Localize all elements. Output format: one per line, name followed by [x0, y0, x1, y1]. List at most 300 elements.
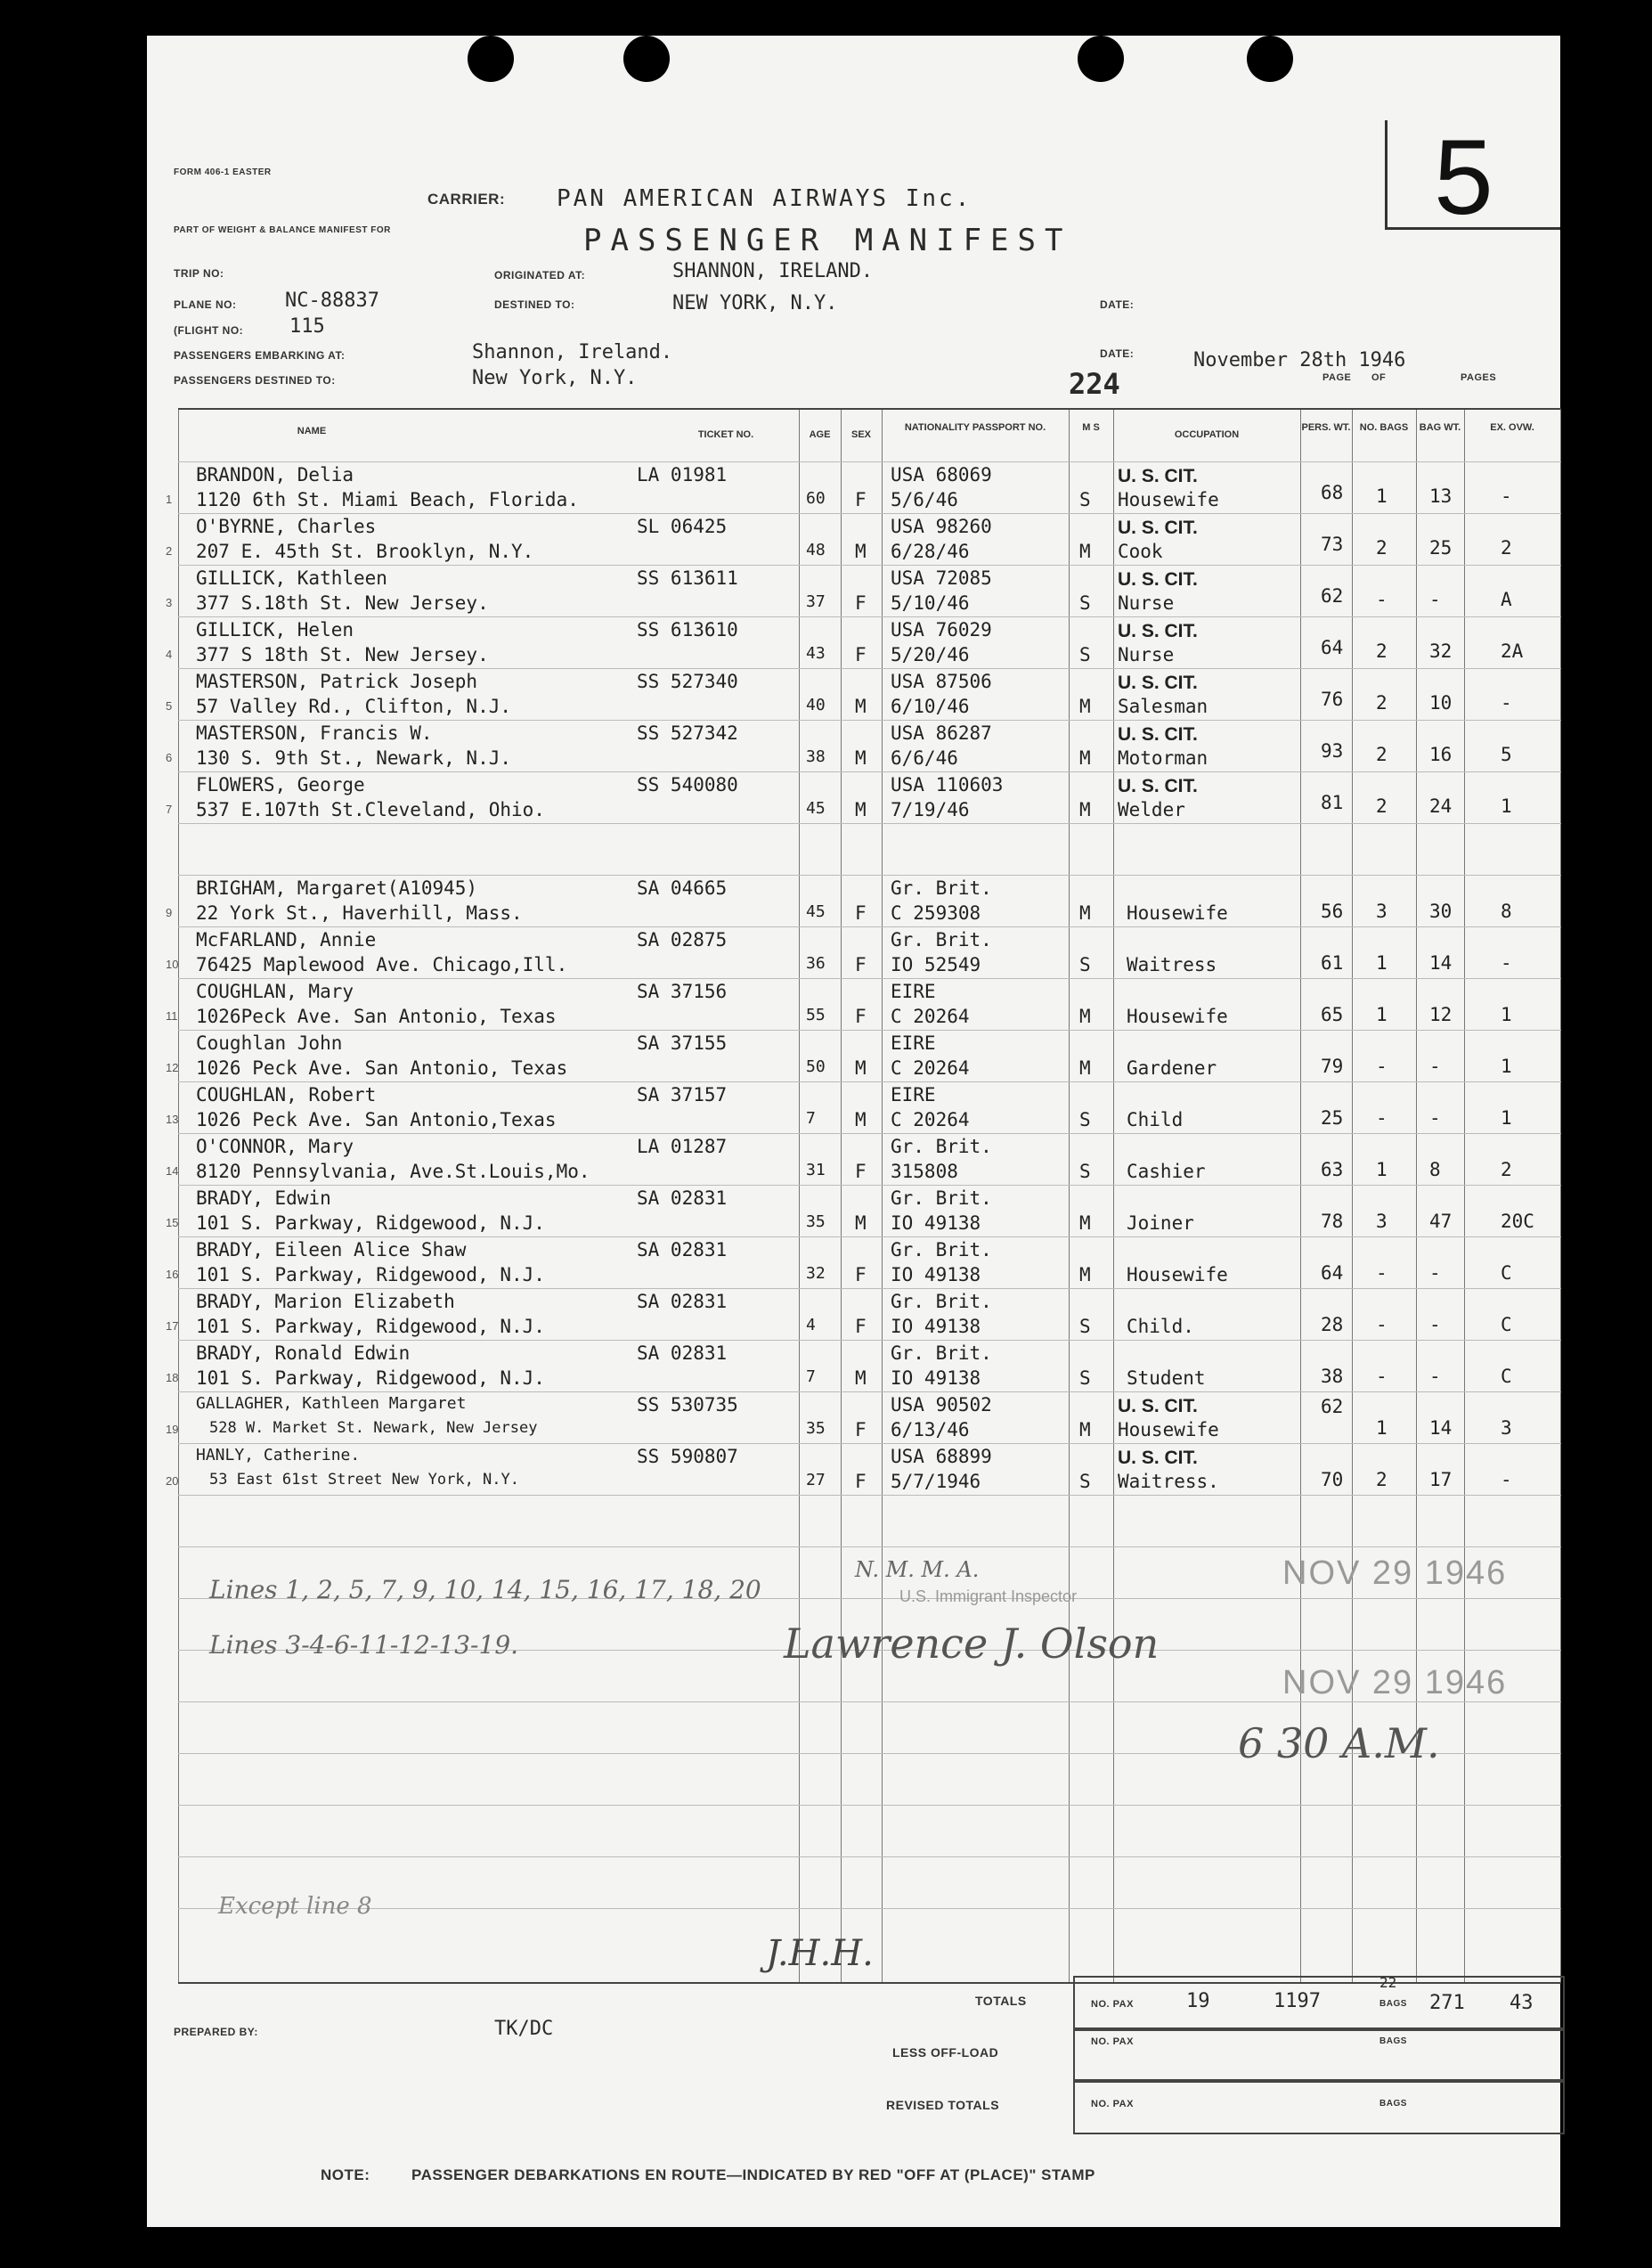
margin-note-lines-deferred: Lines 3-4-6-11-12-13-19.: [209, 1630, 519, 1660]
nationality: USA 76029: [891, 619, 992, 640]
passenger-name: HANLY, Catherine.: [196, 1446, 361, 1464]
age: 60: [806, 489, 826, 508]
ticket-number: SA 02831: [637, 1342, 728, 1364]
over: C: [1501, 1314, 1512, 1335]
us-cit: U. S. CIT.: [1118, 673, 1198, 693]
ticket-number: SA 37155: [637, 1032, 728, 1054]
sex: F: [855, 1161, 867, 1182]
bag-wt: -: [1429, 1314, 1441, 1335]
arrival-time-note: 6 30 A.M.: [1238, 1719, 1440, 1767]
passport: 6/6/46: [891, 747, 958, 769]
ticket-number: SA 37157: [637, 1084, 728, 1105]
bag-wt-total: 271: [1429, 1992, 1465, 2014]
age: 55: [806, 1006, 826, 1024]
passport: C 20264: [891, 1057, 970, 1079]
passenger-name: GALLAGHER, Kathleen Margaret: [196, 1394, 467, 1413]
bag-wt: 14: [1429, 952, 1453, 974]
occupation: Student: [1127, 1367, 1206, 1389]
age: 27: [806, 1471, 826, 1489]
passport: 5/10/46: [891, 592, 970, 614]
embarking-value: Shannon, Ireland.: [472, 341, 673, 363]
marital: M: [1079, 1419, 1091, 1440]
nationality: Gr. Brit.: [891, 1136, 992, 1157]
passport: 5/7/1946: [891, 1471, 981, 1492]
row: [166, 1185, 1561, 1237]
nationality: USA 72085: [891, 567, 992, 589]
row: [166, 616, 1561, 669]
passenger-name: MASTERSON, Patrick Joseph: [196, 671, 478, 692]
passenger-name: BRADY, Eileen Alice Shaw: [196, 1239, 467, 1260]
marital: M: [1079, 1212, 1091, 1234]
passenger-name: BRANDON, Delia: [196, 464, 354, 485]
row-number: 2: [166, 544, 173, 558]
over: 2A: [1501, 640, 1524, 662]
age: 48: [806, 541, 826, 559]
weight: 62: [1321, 1396, 1344, 1417]
passport: 7/19/46: [891, 799, 970, 820]
marital: M: [1079, 1264, 1091, 1285]
part-of-label: PART OF WEIGHT & BALANCE MANIFEST FOR: [174, 225, 391, 235]
nationality: USA 68899: [891, 1446, 992, 1467]
weight: 76: [1321, 689, 1344, 710]
bag-wt: 14: [1429, 1417, 1453, 1439]
sex: M: [855, 1057, 867, 1079]
weight: 64: [1321, 1262, 1344, 1284]
ticket-number: SA 37156: [637, 981, 728, 1002]
occupation: Motorman: [1118, 747, 1208, 769]
bags: 1: [1376, 952, 1388, 974]
ticket-number: SA 04665: [637, 877, 728, 899]
totals-label: TOTALS: [975, 1994, 1027, 2008]
age: 7: [806, 1367, 816, 1386]
row: [166, 1030, 1561, 1082]
margin-note-lines-admitted: Lines 1, 2, 5, 7, 9, 10, 14, 15, 16, 17, 18, 20: [209, 1575, 761, 1604]
us-cit: U. S. CIT.: [1118, 1448, 1198, 1468]
stamp-number: 224: [1069, 367, 1120, 401]
weight: 73: [1321, 534, 1344, 555]
revised-totals-label: REVISED TOTALS: [886, 2098, 1000, 2112]
bag-wt: 8: [1429, 1159, 1441, 1180]
passenger-name: FLOWERS, George: [196, 774, 365, 795]
bag-wt: 12: [1429, 1004, 1453, 1025]
occupation: Welder: [1118, 799, 1185, 820]
occupation: Nurse: [1118, 592, 1175, 614]
passenger-name: O'CONNOR, Mary: [196, 1136, 354, 1157]
age: 37: [806, 592, 826, 611]
over-total: 43: [1510, 1992, 1534, 2014]
passenger-address: 1120 6th St. Miami Beach, Florida.: [196, 489, 579, 510]
carrier-label: CARRIER:: [427, 191, 506, 208]
date-label: DATE:: [1100, 347, 1135, 360]
row: [166, 1443, 1561, 1496]
sex: F: [855, 1419, 867, 1440]
row: [166, 720, 1561, 772]
occupation: Salesman: [1118, 696, 1208, 717]
over: -: [1501, 485, 1512, 507]
row: [166, 1391, 1561, 1444]
weight: 28: [1321, 1314, 1344, 1335]
age: 36: [806, 954, 826, 973]
us-cit: U. S. CIT.: [1118, 1396, 1198, 1416]
age: 7: [806, 1109, 816, 1128]
row-number: 18: [166, 1371, 179, 1384]
passenger-address: 101 S. Parkway, Ridgewood, N.J.: [196, 1264, 545, 1285]
no-pax-label: NO. PAX: [1091, 2036, 1134, 2047]
passport: IO 52549: [891, 954, 981, 975]
over: C: [1501, 1262, 1512, 1284]
weight: 25: [1321, 1107, 1344, 1129]
passport: IO 49138: [891, 1367, 981, 1389]
occupation: Joiner: [1127, 1212, 1194, 1234]
bag-wt: 17: [1429, 1469, 1453, 1490]
col-over: EX. OVW.: [1490, 422, 1534, 433]
less-offload-box: [1073, 2027, 1565, 2083]
nationality: EIRE: [891, 981, 936, 1002]
over: 2: [1501, 1159, 1512, 1180]
over: 20C: [1501, 1211, 1534, 1232]
over: 8: [1501, 901, 1512, 922]
passenger-address: 528 W. Market St. Newark, New Jersey: [209, 1419, 538, 1437]
sex: M: [855, 696, 867, 717]
nationality: Gr. Brit.: [891, 877, 992, 899]
sex: F: [855, 1316, 867, 1337]
us-cit: U. S. CIT.: [1118, 724, 1198, 745]
passport: C 259308: [891, 902, 981, 924]
sex: M: [855, 1212, 867, 1234]
passenger-address: 377 S 18th St. New Jersey.: [196, 644, 489, 665]
ticket-number: SA 02831: [637, 1291, 728, 1312]
weight: 62: [1321, 585, 1344, 607]
date-label-top: DATE:: [1100, 298, 1135, 311]
row: [166, 565, 1561, 617]
row-number: 13: [166, 1113, 179, 1126]
punch-hole: [468, 36, 514, 82]
carrier-name: PAN AMERICAN AIRWAYS Inc.: [557, 185, 972, 212]
ticket-number: SS 530735: [637, 1394, 738, 1415]
age: 38: [806, 747, 826, 766]
age: 45: [806, 902, 826, 921]
destined-value: NEW YORK, N.Y.: [672, 292, 838, 314]
bag-wt: -: [1429, 589, 1441, 610]
note-text: PASSENGER DEBARKATIONS EN ROUTE—INDICATED BY RED "OFF AT (PLACE)" STAMP: [411, 2166, 1095, 2183]
occupation: Child: [1127, 1109, 1184, 1130]
passport: IO 49138: [891, 1264, 981, 1285]
trip-label: TRIP NO:: [174, 267, 224, 280]
passenger-name: Coughlan John: [196, 1032, 343, 1054]
bags: 2: [1376, 537, 1388, 559]
sex: F: [855, 489, 867, 510]
row: [166, 1133, 1561, 1186]
marital: S: [1079, 1109, 1091, 1130]
bag-wt: 32: [1429, 640, 1453, 662]
form-code: FORM 406-1 EASTER: [174, 167, 272, 177]
col-occupation: OCCUPATION: [1174, 429, 1240, 440]
passenger-address: 1026 Peck Ave. San Antonio,Texas: [196, 1109, 557, 1130]
passport: C 20264: [891, 1006, 970, 1027]
row: [166, 926, 1561, 979]
marital: S: [1079, 1161, 1091, 1182]
bag-wt: 16: [1429, 744, 1453, 765]
weight: 78: [1321, 1211, 1344, 1232]
no-pax-label: NO. PAX: [1091, 2099, 1134, 2109]
passenger-name: COUGHLAN, Mary: [196, 981, 354, 1002]
date-stamp: NOV 29 1946: [1282, 1554, 1508, 1592]
over: 5: [1501, 744, 1512, 765]
inspector-initials: N. M. M. A.: [855, 1557, 980, 1582]
row: [166, 1081, 1561, 1134]
bag-wt: 13: [1429, 485, 1453, 507]
row: [166, 1340, 1561, 1392]
embarking-label: PASSENGERS EMBARKING AT:: [174, 349, 346, 362]
destined-label: DESTINED TO:: [494, 298, 575, 311]
punch-hole: [1247, 36, 1293, 82]
passenger-address: 207 E. 45th St. Brooklyn, N.Y.: [196, 541, 534, 562]
nationality: USA 110603: [891, 774, 1004, 795]
sex: M: [855, 799, 867, 820]
row: [166, 875, 1561, 927]
date-stamp-2: NOV 29 1946: [1282, 1664, 1508, 1701]
occupation: Housewife: [1118, 489, 1219, 510]
marital: S: [1079, 1471, 1091, 1492]
bags-label: BAGS: [1379, 1999, 1407, 2009]
ticket-number: SA 02875: [637, 929, 728, 950]
sex: F: [855, 954, 867, 975]
bags: -: [1376, 1314, 1388, 1335]
blank-row: [178, 823, 1561, 876]
page-of-label: OF: [1371, 372, 1387, 383]
bags: 2: [1376, 692, 1388, 714]
over: -: [1501, 692, 1512, 714]
less-offload-label: LESS OFF-LOAD: [892, 2045, 999, 2060]
age: 50: [806, 1057, 826, 1076]
row-number: 16: [166, 1268, 179, 1281]
us-cit: U. S. CIT.: [1118, 569, 1198, 590]
bag-wt: 30: [1429, 901, 1453, 922]
bags: -: [1376, 1366, 1388, 1387]
bags: 1: [1376, 485, 1388, 507]
age: 45: [806, 799, 826, 818]
weight-total: 1197: [1274, 1990, 1321, 2012]
passport: 5/20/46: [891, 644, 970, 665]
prepared-by: TK/DC: [494, 2018, 554, 2040]
punch-hole: [1078, 36, 1124, 82]
sex: M: [855, 1109, 867, 1130]
no-pax-label: NO. PAX: [1091, 1999, 1134, 2010]
col-nationality: NATIONALITY PASSPORT NO.: [904, 422, 1046, 433]
marital: S: [1079, 592, 1091, 614]
blank-row: [178, 1856, 1561, 1909]
occupation: Gardener: [1127, 1057, 1217, 1079]
row-number: 10: [166, 958, 179, 971]
marital: S: [1079, 644, 1091, 665]
passenger-name: BRADY, Edwin: [196, 1187, 331, 1209]
ticket-number: SS 613610: [637, 619, 738, 640]
plane-label: PLANE NO:: [174, 298, 237, 311]
marital: M: [1079, 1057, 1091, 1079]
weight: 81: [1321, 792, 1344, 813]
nationality: Gr. Brit.: [891, 1291, 992, 1312]
punch-hole: [623, 36, 670, 82]
passenger-address: 22 York St., Haverhill, Mass.: [196, 902, 523, 924]
weight: 65: [1321, 1004, 1344, 1025]
bag-wt: -: [1429, 1366, 1441, 1387]
passport: 315808: [891, 1161, 958, 1182]
inspector-title: U.S. Immigrant Inspector: [899, 1587, 1078, 1605]
bags: 2: [1376, 640, 1388, 662]
passenger-address: 537 E.107th St.Cleveland, Ohio.: [196, 799, 545, 820]
bag-wt: 25: [1429, 537, 1453, 559]
col-weight: PERS. WT.: [1301, 422, 1351, 433]
pax-total: 19: [1186, 1990, 1210, 2012]
nationality: Gr. Brit.: [891, 1239, 992, 1260]
passenger-name: BRADY, Ronald Edwin: [196, 1342, 411, 1364]
occupation: Cook: [1118, 541, 1163, 562]
row-number: 7: [166, 803, 173, 816]
weight: 56: [1321, 901, 1344, 922]
age: 43: [806, 644, 826, 663]
passenger-address: 76425 Maplewood Ave. Chicago,Ill.: [196, 954, 568, 975]
weight: 61: [1321, 952, 1344, 974]
occupation: Child.: [1127, 1316, 1194, 1337]
bag-wt: 24: [1429, 795, 1453, 817]
plane-value: NC-88837: [285, 290, 379, 312]
row-number: 1: [166, 493, 173, 506]
bags: 3: [1376, 901, 1388, 922]
us-cit: U. S. CIT.: [1118, 621, 1198, 641]
marital: M: [1079, 902, 1091, 924]
prepared-label: PREPARED BY:: [174, 2026, 258, 2038]
marital: M: [1079, 747, 1091, 769]
marital: S: [1079, 954, 1091, 975]
row-number: 4: [166, 648, 173, 661]
passenger-name: MASTERSON, Francis W.: [196, 722, 433, 744]
occupation: Waitress: [1127, 954, 1217, 975]
nationality: USA 86287: [891, 722, 992, 744]
row: [166, 668, 1561, 721]
ticket-number: LA 01287: [637, 1136, 728, 1157]
sex: M: [855, 747, 867, 769]
passenger-address: 1026 Peck Ave. San Antonio, Texas: [196, 1057, 568, 1079]
bags: 2: [1376, 795, 1388, 817]
bag-wt: 10: [1429, 692, 1453, 714]
passport: 6/28/46: [891, 541, 970, 562]
bags: 1: [1376, 1159, 1388, 1180]
nationality: EIRE: [891, 1032, 936, 1054]
occupation: Housewife: [1127, 1264, 1228, 1285]
bags: 2: [1376, 1469, 1388, 1490]
col-marital: M S: [1082, 422, 1100, 433]
occupation: Housewife: [1127, 1006, 1228, 1027]
occupation: Housewife: [1127, 902, 1228, 924]
blank-row: [178, 1495, 1561, 1547]
age: 40: [806, 696, 826, 714]
nationality: USA 90502: [891, 1394, 992, 1415]
weight: 63: [1321, 1159, 1344, 1180]
col-ticket: TICKET NO.: [697, 429, 754, 440]
bags-label: BAGS: [1379, 2036, 1407, 2046]
sex: F: [855, 1471, 867, 1492]
passenger-name: GILLICK, Helen: [196, 619, 354, 640]
originated-value: SHANNON, IRELAND.: [672, 260, 874, 282]
passenger-name: O'BYRNE, Charles: [196, 516, 377, 537]
passenger-address: 130 S. 9th St., Newark, N.J.: [196, 747, 512, 769]
over: 1: [1501, 1004, 1512, 1025]
age: 35: [806, 1212, 826, 1231]
passport: 6/13/46: [891, 1419, 970, 1440]
marital: S: [1079, 1367, 1091, 1389]
age: 4: [806, 1316, 816, 1334]
col-bags: NO. BAGS: [1359, 422, 1409, 433]
row-number: 15: [166, 1216, 179, 1229]
passenger-address: 1026Peck Ave. San Antonio, Texas: [196, 1006, 557, 1027]
except-note: Except line 8: [218, 1893, 372, 1920]
passenger-name: McFARLAND, Annie: [196, 929, 377, 950]
passenger-address: 8120 Pennsylvania, Ave.St.Louis,Mo.: [196, 1161, 590, 1182]
ticket-number: SA 02831: [637, 1187, 728, 1209]
sex: F: [855, 902, 867, 924]
ticket-number: SS 527342: [637, 722, 738, 744]
sex: M: [855, 1367, 867, 1389]
over: C: [1501, 1366, 1512, 1387]
col-name: NAME: [297, 426, 327, 436]
row-number: 6: [166, 751, 173, 764]
nationality: Gr. Brit.: [891, 929, 992, 950]
weight: 64: [1321, 637, 1344, 658]
row-number: 3: [166, 596, 173, 609]
occupation: Housewife: [1118, 1419, 1219, 1440]
nationality: Gr. Brit.: [891, 1342, 992, 1364]
bags: -: [1376, 1056, 1388, 1077]
sex: F: [855, 1264, 867, 1285]
passenger-address: 57 Valley Rd., Clifton, N.J.: [196, 696, 512, 717]
bags: -: [1376, 589, 1388, 610]
marital: S: [1079, 489, 1091, 510]
flight-value: 115: [289, 315, 325, 338]
ticket-number: SA 02831: [637, 1239, 728, 1260]
destined-pass-label: PASSENGERS DESTINED TO:: [174, 374, 336, 387]
note-label: NOTE:: [321, 2166, 370, 2183]
originated-label: ORIGINATED AT:: [494, 269, 586, 281]
row-number: 17: [166, 1319, 179, 1333]
over: 1: [1501, 795, 1512, 817]
weight: 93: [1321, 740, 1344, 762]
weight: 70: [1321, 1469, 1344, 1490]
sex: F: [855, 592, 867, 614]
bags-total: 22: [1379, 1974, 1397, 1991]
passenger-name: BRIGHAM, Margaret(A10945): [196, 877, 478, 899]
nationality: USA 98260: [891, 516, 992, 537]
row: [166, 978, 1561, 1031]
nationality: USA 68069: [891, 464, 992, 485]
over: 3: [1501, 1417, 1512, 1439]
bag-wt: 47: [1429, 1211, 1453, 1232]
passport: IO 49138: [891, 1212, 981, 1234]
passenger-name: BRADY, Marion Elizabeth: [196, 1291, 455, 1312]
col-sex: SEX: [850, 429, 871, 440]
bags: 1: [1376, 1004, 1388, 1025]
totals-box: [1073, 1976, 1565, 2031]
passport: 5/6/46: [891, 489, 958, 510]
revised-totals-box: [1073, 2079, 1565, 2134]
bag-wt: -: [1429, 1107, 1441, 1129]
row: [166, 1288, 1561, 1341]
age: 35: [806, 1419, 826, 1438]
blank-row: [178, 1805, 1561, 1857]
ticket-number: SS 590807: [637, 1446, 738, 1467]
occupation: Nurse: [1118, 644, 1175, 665]
passport: C 20264: [891, 1109, 970, 1130]
row: [166, 1236, 1561, 1289]
